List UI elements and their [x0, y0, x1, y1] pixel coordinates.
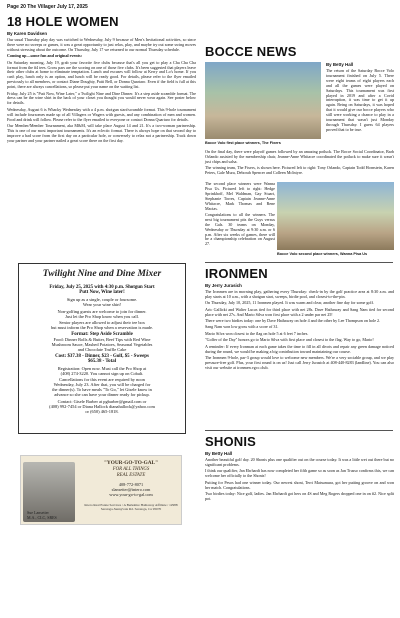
- bocce-caption-1: Bocce Volo first place winners, The Fixers: [205, 141, 281, 145]
- holewomen-paragraph: On Saturday morning, July 19, grab your favorite five clubs because that's all you get to play a Cha Cha Cha format from the #4 tees. Gross pars are the scoring on one of those five clubs. It's been suggested that players leave their other clubs at home to eliminate temptation. Lunch and excuses will follow at Kerry and Lo's home. If you can't play, lunch only is an option, and lunch will be ready good. For details, please refer to the flyer emailed previously to all members, or contact Diane Doughty, Patti Bell, or Donna Quartaro. Even if the field is full at this point, there are always cancellations, so please put your name on the waiting list.: [7, 59, 196, 90]
- ad-subtitle-2: REAL ESTATE: [116, 473, 146, 478]
- bocce-byline: By Betty Hall: [326, 62, 354, 67]
- twilight-line: Cost: $37.38 - Dinner, $23 - Golf, $5 - Sweeps: [55, 354, 149, 360]
- bocce-paragraph: The second place winners were Wanna Pisa Us. Pictured left to right: Hedge Sprinkhoff, Mel Waldman, Gay Stuart, Stephanie Torres, Captain Jeanne-Anne Whitacre, Mark Thomas and Rene Macias.: [205, 181, 275, 211]
- ironmen-paragraph: The Ironmen 9-hole, par-3 group would love to welcome new members. We're a very sociable group, and we play pressure-free golf. Plus, your first round is on us! Just call Jerry Jurasich at 408-440-8283 (landline). You can also visit our website at ironmen.vgcc.club.: [205, 354, 394, 370]
- agent-credentials: M.A., CLC, SRES: [27, 514, 57, 520]
- holewomen-byline: By Karen Davidsen: [7, 31, 48, 36]
- holewomen-title: 18 HOLE WOMEN: [7, 14, 119, 29]
- bocce-photo-fixers: [205, 62, 321, 139]
- ad-phone: 408-772-8071: [118, 482, 144, 487]
- bocce-paragraph: Congratulations to all the winners. The next big tournament pits the Guys versus the Gals. 30 teams on Monday, Wednesday or Thursday at 9:30 a.m. or 6 p.m. After six weeks of games, there will be a championship celebration on August 27.: [205, 211, 275, 247]
- bocce-paragraph: The return of the Saturday Bocce Volo tournament finished on July 5. There were eight teams of eight players each and all the games were played on Saturdays. This tournament was first played in 2019 and after a Covid interruption, it was time to get it up again. Being on Saturdays, it was hoped that it would give our bocce players who still were working a chance to play in a tournament that wasn't just Monday through Thursday. I guess 64 players proved that to be true.: [326, 68, 394, 132]
- ironmen-paragraph: There were two birdies today: one by Dave Hathaway on hole 4 and the other by Lee Thompson on hole 2.: [205, 318, 381, 324]
- twilight-line: or (650) 465-1818.: [85, 409, 119, 415]
- twilight-line: Non-golfing guests are welcome to join for dinner.: [57, 309, 147, 315]
- holewomen-paragraph: Friday, July 25 is "Putt Now, Wine Later," a Twilight Nine and Dine Dinner. It's a step aside scramble format. The dress can be the wine shirt in the back of your closet you thought you would never wear again. See poster below for details.: [7, 90, 196, 106]
- section-divider: [205, 262, 393, 263]
- ironmen-body: [205, 290, 394, 371]
- section-divider: [205, 430, 393, 431]
- twilight-line: advance so she can have your dinner ready for pickup.: [54, 391, 150, 397]
- holewomen-article: [7, 14, 196, 145]
- bocce-paragraph: The winning team, The Fixers, is shown here. Pictured left to right: Tony Orlando, Captain Todd Hornstein, Karen Peters, Gale Mura, Deborah Spencer and Colleen McIntyre.: [205, 165, 394, 176]
- ad-title: "YOUR-GO-TO-GAL": [103, 460, 159, 466]
- ironmen-paragraph: Sang Nam won low gross with a score of 31.: [205, 324, 279, 330]
- twilight-line: Contact: Gisele Barber at pgbarber@gmail.com or: [57, 398, 147, 404]
- shonis-paragraph: Two birdies today: Nice golf, ladies. Jan Ehrhardt got hers on 4S and Meg Rogers dropped one in on #2. Nice split pot.: [205, 490, 394, 501]
- twilight-line: Wear your wine shirt!: [82, 302, 122, 308]
- ad-subtitle: FOR ALL THINGS: [112, 467, 150, 472]
- shonis-title: SHONIS: [205, 434, 257, 449]
- twilight-line: Format: Step Aside Scramble: [71, 331, 133, 337]
- ironmen-paragraph: Aric Gallicki and Walter Lucas tied for third place with net 28s. Dave Hathaway and Sang Nam tied for second place with net 27s. And Mario Silva won first place with a 2 under par net 25!: [205, 306, 394, 317]
- holewomen-paragraph: Coming up—some fun and original events:: [7, 53, 82, 59]
- holewomen-paragraph: Our usual Thursday play day was switched to Wednesday, July 9 because of Men's Invitational activities, so since there were no sweeps or games, it was a great opportunity to just relax, play, and maybe try out some swing moves without stressing about the outcome. On Thursday, July 17 we returned to our normal Thursday schedule.: [7, 37, 196, 52]
- twilight-line: Putt Now, Wine later!: [79, 290, 125, 296]
- agent-name: [27, 511, 57, 520]
- ironmen-paragraph: Mario Silva won closest to the flag on hole 5 at 6 feet 7 inches.: [205, 330, 309, 336]
- twilight-line: Food: Dinner Rolls & Butter, Beef Tips with Red Wine: [53, 336, 151, 342]
- page-header: Page 20 The Villager July 17, 2025: [7, 4, 88, 10]
- twilight-line: (408) 992-7454 or Diana Hallock dianahallock@yahoo.com: [49, 403, 155, 409]
- ad-address: Intero Real Estate Services / A Berkshire Hathaway Affiliate / 12988 Saratoga-Sunnyvale Rd. Saratoga, Ca 95070: [84, 503, 178, 511]
- bocce-side-text: [326, 62, 394, 134]
- bocce-body-2: [205, 182, 275, 249]
- twilight-line: the dinner(s). To have meals "To Go," let Gisele know in: [52, 386, 152, 392]
- twilight-mixer-box: [18, 263, 186, 434]
- twilight-line: Cancellations for this event are required by noon: [59, 376, 145, 382]
- shonis-byline: By Betty Hall: [205, 451, 233, 456]
- twilight-line: but must inform the Pro Shop when a reservation is made.: [50, 324, 154, 330]
- twilight-line: $65.38 - Total: [87, 359, 117, 365]
- twilight-line: (408) 274-3220. You cannot sign up on Cobalt.: [60, 371, 144, 377]
- bocce-caption-2: Bocce Volo second place winners, Wanna Pisa Us: [277, 252, 368, 256]
- ironmen-byline: By Jerry Jurasich: [205, 283, 242, 288]
- ironmen-paragraph: A reminder: If every Ironman at each game takes the time to fill in all divots and repair any green damage noticed during the round, we would be making a big contribution toward maintaining our course.: [205, 343, 394, 354]
- ironmen-paragraph: On Thursday, July 10, 2025, 11 Ironmen played. It was warm and clear, another fine day for some golf.: [205, 300, 374, 306]
- bocce-photo-wanna-pisa-us: [277, 182, 394, 250]
- holewomen-paragraph: Our Member/Member Tournament, aka M&M, will take place August 14 and 21. It's a two-woman partnership. This is one of our most important tournaments. It's an eclectic format. There is always hope on that second day to improve a bad score from the first day on a particular hole, or conversely to relax not a partnership. Track down your partner and your partner nailed a great score there on the first day.: [7, 123, 196, 143]
- twilight-line: and Chocolate Truffle Cake: [77, 347, 127, 353]
- twilight-title: Twilight Nine and Dine Mixer: [42, 269, 162, 279]
- twilight-line: Friday, July 25, 2025 with 4:30 p.m. Shotgun Start: [49, 285, 155, 290]
- bocce-body: [205, 150, 394, 178]
- shonis-paragraph: Putting for Pesos had one winner today. Our newest shoni, Terri Matsumura, got her putting groove on and won her match. Congratulations.: [205, 479, 394, 490]
- ironmen-title: IRONMEN: [205, 266, 268, 281]
- bocce-paragraph: On the final day, there were playoff games followed by an amazing potluck. The Bocce Social Coordinator, Barb Orlando assisted by the membership chair, Jeanne-Anne Whitacre coordinated the potluck to make sure it wasn't just chips and salsa.: [205, 149, 394, 164]
- real-estate-ad: [20, 455, 182, 525]
- ironmen-paragraph: The Ironmen are in morning play, gathering every Thursday: check-in by the golf practice area at 8:30 a.m. and play starts at 10 a.m., with a shotgun start, sweeps, birdie pool, and closest-to-the-pin.: [205, 289, 394, 299]
- twilight-line: Senior players are allowed to adjust their tee box: [59, 319, 145, 325]
- twilight-line: Just let the Pro Shop know when you call.: [65, 314, 139, 320]
- bocce-title: BOCCE NEWS: [205, 44, 297, 59]
- holewomen-paragraph: Wednesday, August 6 is Whacky Wednesday with a 4 p.m. shotgun start/scramble format. This 9-hole tournament will include foursomes made up of all Villagers or Wagers with guests, and any combination of men and women. Food and drink will follow. Please refer to the flyer emailed to everyone or contact Donna Quartaro for details.: [7, 106, 196, 122]
- twilight-line: Wednesday, July 23. After that, you will be charged for: [53, 381, 151, 387]
- twilight-details: [25, 285, 179, 414]
- twilight-line: Registration: Open now. Must call the Pro Shop at: [57, 366, 147, 372]
- ironmen-article: [205, 266, 394, 372]
- shonis-body: [205, 458, 394, 502]
- shonis-article: [205, 434, 394, 503]
- twilight-line: Mushroom Sauce, Mashed Potatoes, Seasonal Vegetables: [51, 341, 153, 347]
- agent-name-line: Sue Lansetter: [27, 510, 49, 515]
- twilight-line: Sign up as a single, couple or foursome.: [66, 297, 138, 303]
- ad-email: slansetter@intero.com: [111, 487, 151, 492]
- shonis-paragraph: I think our qualifier, Jan Ehrhardt has now completed her fifth game so as soon as Jan Trusso confirms this, we can welcome her officially to the Shonis!: [205, 468, 394, 479]
- ironmen-paragraph: "Golfer of the Day" honors go to Mario Silva with first place and closest to the flag. Way to go, Mario!: [205, 337, 374, 343]
- shonis-paragraph: Another beautiful golf day. 20 Shonis plus one qualifier out on the course today. It was a little wet out there but no significant problems.: [205, 457, 394, 467]
- ad-website: www.your-go-to-gal.com: [109, 492, 153, 497]
